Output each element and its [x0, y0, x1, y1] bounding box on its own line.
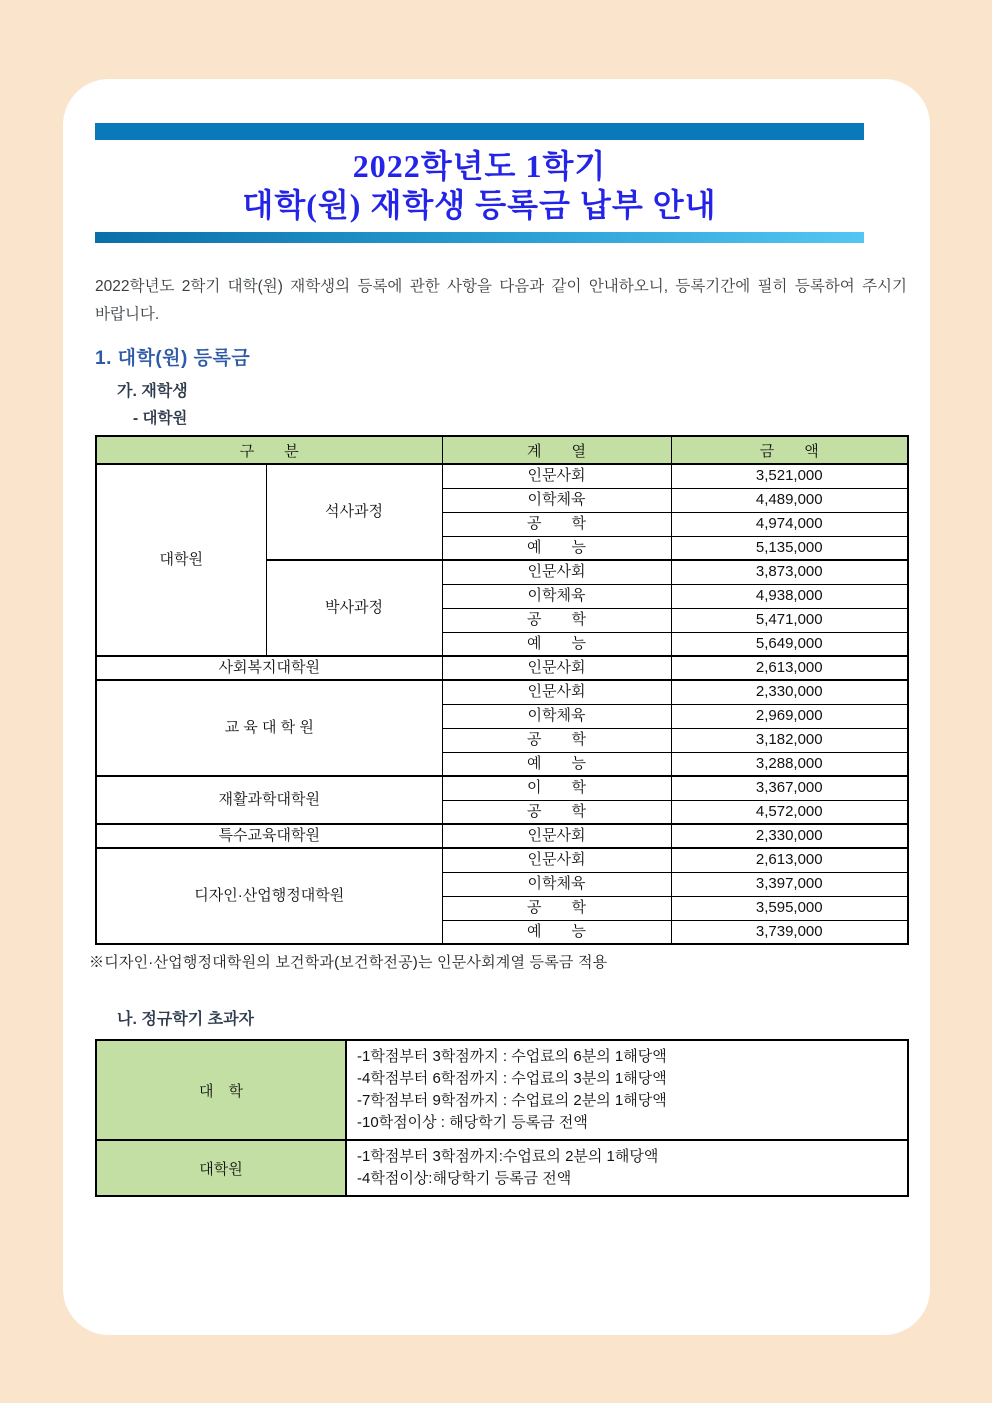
tuition-row — [96, 824, 908, 848]
tuition-row — [96, 656, 908, 680]
document-title — [95, 147, 864, 225]
section-1a-heading: 가. 재학생 — [117, 383, 188, 400]
amount-cell: 5,471,000 — [671, 608, 908, 632]
tuition-row — [96, 848, 908, 872]
category-cell: 공 학 — [442, 800, 671, 824]
excess-credit-row — [96, 1140, 908, 1196]
amount-cell: 2,613,000 — [671, 848, 908, 872]
category-cell: 인문사회 — [442, 560, 671, 584]
section-1b-heading: 나. 정규학기 초과자 — [117, 1011, 254, 1028]
amount-cell: 4,938,000 — [671, 584, 908, 608]
amount-cell: 2,969,000 — [671, 704, 908, 728]
group-cell: 교 육 대 학 원 — [96, 680, 442, 776]
document-title-line2: 대학(원) 재학생 등록금 납부 안내 — [242, 187, 717, 223]
column-header-amount: 금 액 — [671, 436, 908, 464]
group-cell: 재활과학대학원 — [96, 776, 442, 824]
amount-cell: 2,330,000 — [671, 824, 908, 848]
group-cell: 특수교육대학원 — [96, 824, 442, 848]
amount-cell: 3,595,000 — [671, 896, 908, 920]
excess-label-cell: 대학원 — [96, 1140, 346, 1196]
category-cell: 공 학 — [442, 896, 671, 920]
amount-cell: 3,182,000 — [671, 728, 908, 752]
column-header-category: 계 열 — [442, 436, 671, 464]
amount-cell: 2,330,000 — [671, 680, 908, 704]
excess-detail-cell — [346, 1140, 908, 1196]
group-cell: 대학원 — [96, 464, 266, 656]
document-card — [63, 79, 930, 1335]
excess-credit-row — [96, 1040, 908, 1140]
category-cell: 이학체육 — [442, 488, 671, 512]
excess-detail-line: -1학점부터 3학점까지 : 수업료의 6분의 1해당액 — [357, 1048, 667, 1065]
excess-detail-line: -4학점부터 6학점까지 : 수업료의 3분의 1해당액 — [357, 1070, 667, 1087]
tuition-table-header-row — [96, 436, 908, 464]
excess-credit-table — [95, 1039, 909, 1197]
intro-paragraph: 2022학년도 2학기 대학(원) 재학생의 등록에 관한 사항을 다음과 같이 안내하오니, 등록기간에 필히 등록하여 주시기 바랍니다. — [95, 278, 907, 323]
amount-cell: 5,649,000 — [671, 632, 908, 656]
amount-cell: 3,367,000 — [671, 776, 908, 800]
amount-cell: 3,521,000 — [671, 464, 908, 488]
subgroup-cell: 박사과정 — [266, 560, 442, 656]
amount-cell: 2,613,000 — [671, 656, 908, 680]
category-cell: 예 능 — [442, 752, 671, 776]
amount-cell: 4,974,000 — [671, 512, 908, 536]
table-footnote: ※디자인·산업행정대학원의 보건학과(보건학전공)는 인문사회계열 등록금 적용 — [89, 954, 608, 971]
category-cell: 이학체육 — [442, 704, 671, 728]
document-content — [63, 123, 930, 1197]
group-cell: 디자인·산업행정대학원 — [96, 848, 442, 944]
title-underline-bar — [95, 232, 864, 243]
amount-cell: 4,489,000 — [671, 488, 908, 512]
category-cell: 이학체육 — [442, 584, 671, 608]
category-cell: 공 학 — [442, 512, 671, 536]
category-cell: 이 학 — [442, 776, 671, 800]
amount-cell: 3,288,000 — [671, 752, 908, 776]
excess-detail-line: -10학점이상 : 해당학기 등록금 전액 — [357, 1114, 588, 1131]
graduate-school-subheading: - 대학원 — [133, 410, 188, 427]
category-cell: 인문사회 — [442, 464, 671, 488]
category-cell: 인문사회 — [442, 824, 671, 848]
subgroup-cell: 석사과정 — [266, 464, 442, 560]
excess-label-cell: 대 학 — [96, 1040, 346, 1140]
amount-cell: 3,739,000 — [671, 920, 908, 944]
excess-detail-line: -4학점이상:해당학기 등록금 전액 — [357, 1170, 572, 1187]
category-cell: 인문사회 — [442, 848, 671, 872]
tuition-row — [96, 464, 908, 488]
group-cell: 사회복지대학원 — [96, 656, 442, 680]
title-top-bar — [95, 123, 864, 140]
tuition-row — [96, 776, 908, 800]
excess-detail-line: -7학점부터 9학점까지 : 수업료의 2분의 1해당액 — [357, 1092, 667, 1109]
title-block — [95, 123, 864, 243]
amount-cell: 5,135,000 — [671, 536, 908, 560]
excess-detail-cell — [346, 1040, 908, 1140]
tuition-table — [95, 435, 909, 945]
category-cell: 공 학 — [442, 608, 671, 632]
category-cell: 이학체육 — [442, 872, 671, 896]
category-cell: 공 학 — [442, 728, 671, 752]
category-cell: 인문사회 — [442, 656, 671, 680]
excess-detail-line: -1학점부터 3학점까지:수업료의 2분의 1해당액 — [357, 1148, 659, 1165]
column-header-gubun: 구 분 — [96, 436, 442, 464]
category-cell: 예 능 — [442, 536, 671, 560]
amount-cell: 3,397,000 — [671, 872, 908, 896]
tuition-row — [96, 680, 908, 704]
document-title-line1: 2022학년도 1학기 — [352, 148, 607, 184]
category-cell: 예 능 — [442, 920, 671, 944]
amount-cell: 3,873,000 — [671, 560, 908, 584]
category-cell: 예 능 — [442, 632, 671, 656]
category-cell: 인문사회 — [442, 680, 671, 704]
section-1-heading: 1. 대학(원) 등록금 — [95, 348, 251, 369]
amount-cell: 4,572,000 — [671, 800, 908, 824]
